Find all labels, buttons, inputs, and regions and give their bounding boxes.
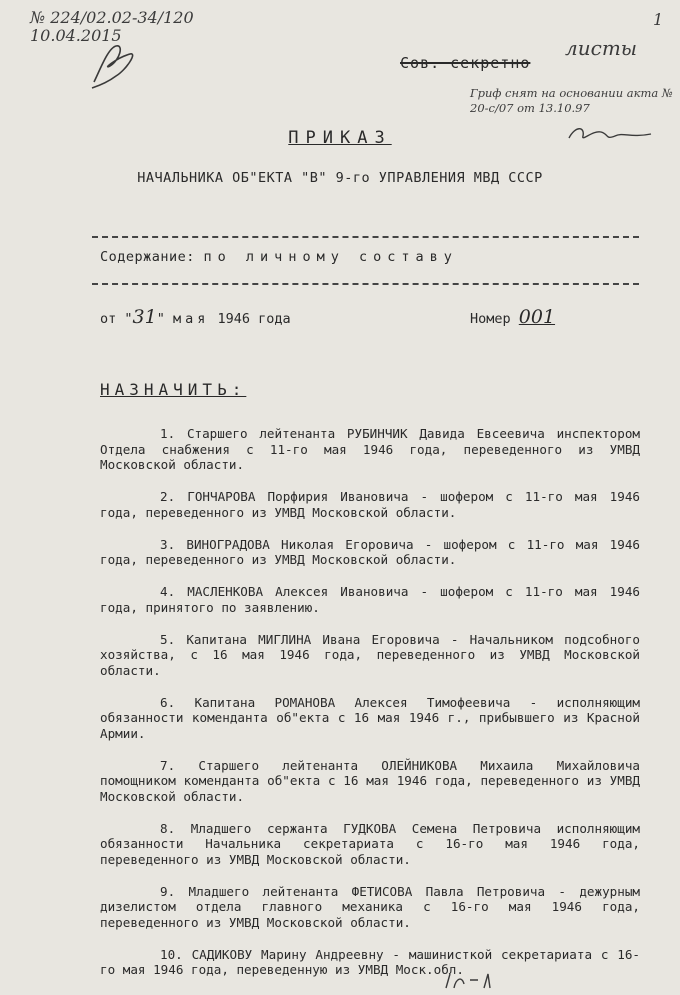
handwritten-mark-icon bbox=[440, 970, 500, 992]
item-number: 4. bbox=[160, 584, 176, 599]
handwritten-signature-icon bbox=[86, 40, 146, 90]
action-heading: НАЗНАЧИТЬ: bbox=[100, 380, 247, 399]
list-item bbox=[100, 426, 640, 473]
divider-top bbox=[92, 236, 639, 238]
list-item bbox=[100, 584, 640, 615]
document-title: ПРИКАЗ bbox=[288, 128, 392, 148]
sheet-label: листы bbox=[565, 36, 638, 60]
item-text: Старшего лейтенанта ОЛЕЙНИКОВА Михаила Михайловича помощником коменданта об"екта с 16 мая 1946 года, переведенного из УМВД Московской области. bbox=[100, 757, 640, 804]
list-item bbox=[100, 884, 640, 931]
item-number: 7. bbox=[160, 757, 176, 773]
list-item bbox=[100, 632, 640, 679]
item-text: Младшего лейтенанта ФЕТИСОВА Павла Петровича - дежурным дизелистом отдела главного механика с 16-го мая 1946 года, переведенного из УМВД Московской области. bbox=[100, 883, 640, 930]
item-number: 6. bbox=[160, 694, 176, 710]
item-number: 1. bbox=[160, 426, 176, 441]
list-item bbox=[100, 695, 640, 742]
classification-stamp: Сов. секретно bbox=[400, 54, 531, 72]
date-day: 31 bbox=[132, 306, 157, 328]
content-value: по личному составу bbox=[203, 249, 458, 265]
content-line bbox=[100, 249, 458, 265]
item-text: МАСЛЕНКОВА Алексея Ивановича - шофером с 11-го мая 1946 года, принятого по заявлению. bbox=[100, 584, 640, 615]
declassification-note bbox=[470, 86, 675, 116]
date-month: мая bbox=[172, 311, 210, 327]
item-number: 10. bbox=[160, 946, 183, 962]
order-date: от "31" мая 1946 года bbox=[100, 306, 291, 328]
item-text: Капитана МИГЛИНА Ивана Егоровича - Начальником подсобного хозяйства, с 16 мая 1946 года, переведенного из УМВД Московской области. bbox=[100, 631, 640, 678]
list-item bbox=[100, 821, 640, 868]
item-text: Младшего сержанта ГУДКОВА Семена Петровича исполняющим обязанности Начальника секретариата с 16-го мая 1946 года, переведенного из УМВД Московской области. bbox=[100, 820, 640, 867]
item-number: 2. bbox=[160, 489, 176, 504]
list-item bbox=[100, 537, 640, 568]
item-text: Капитана РОМАНОВА Алексея Тимофеевича - исполняющим обязанности коменданта об"екта с 16 мая 1946 г., прибывшего из Красной Армии. bbox=[100, 694, 640, 741]
date-prefix: от bbox=[100, 311, 117, 327]
list-item bbox=[100, 489, 640, 520]
declassification-text: Гриф снят на основании акта № 20-с/07 от 13.10.97 bbox=[470, 86, 673, 115]
sheet-number: 1 bbox=[653, 10, 664, 29]
content-label: Содержание: bbox=[100, 249, 195, 265]
list-item bbox=[100, 758, 640, 805]
item-number: 8. bbox=[160, 820, 176, 836]
item-number: 5. bbox=[160, 631, 176, 647]
item-number: 3. bbox=[160, 536, 176, 552]
item-text: САДИКОВУ Марину Андреевну - машинисткой секретариата с 16-го мая 1946 года, переведенную из УМВД Моск.обл. bbox=[100, 946, 640, 977]
archive-date: 10.04.2015 bbox=[30, 26, 122, 45]
number-label: Номер bbox=[470, 311, 511, 327]
archive-number: № 224/02.02-34/120 bbox=[30, 8, 194, 27]
item-text: ВИНОГРАДОВА Николая Егоровича - шофером с 11-го мая 1946 года, переведенного из УМВД Московской области. bbox=[100, 536, 640, 567]
item-text: ГОНЧАРОВА Порфирия Ивановича - шофером с 11-го мая 1946 года, переведенного из УМВД Московской области. bbox=[100, 489, 640, 520]
appointment-list bbox=[100, 426, 640, 994]
order-number bbox=[470, 306, 555, 328]
item-text: Старшего лейтенанта РУБИНЧИК Давида Евсеевича инспектором Отдела снабжения с 11-го мая 1946 года, переведенного из УМВД Московской области. bbox=[100, 426, 640, 472]
divider-bottom bbox=[92, 283, 639, 285]
number-value: 001 bbox=[518, 306, 556, 328]
item-number: 9. bbox=[160, 883, 176, 899]
document-subtitle: НАЧАЛЬНИКА ОБ"ЕКТА "В" 9-го УПРАВЛЕНИЯ МВД СССР bbox=[137, 170, 543, 186]
list-item bbox=[100, 947, 640, 978]
date-year: 1946 года bbox=[217, 311, 291, 327]
